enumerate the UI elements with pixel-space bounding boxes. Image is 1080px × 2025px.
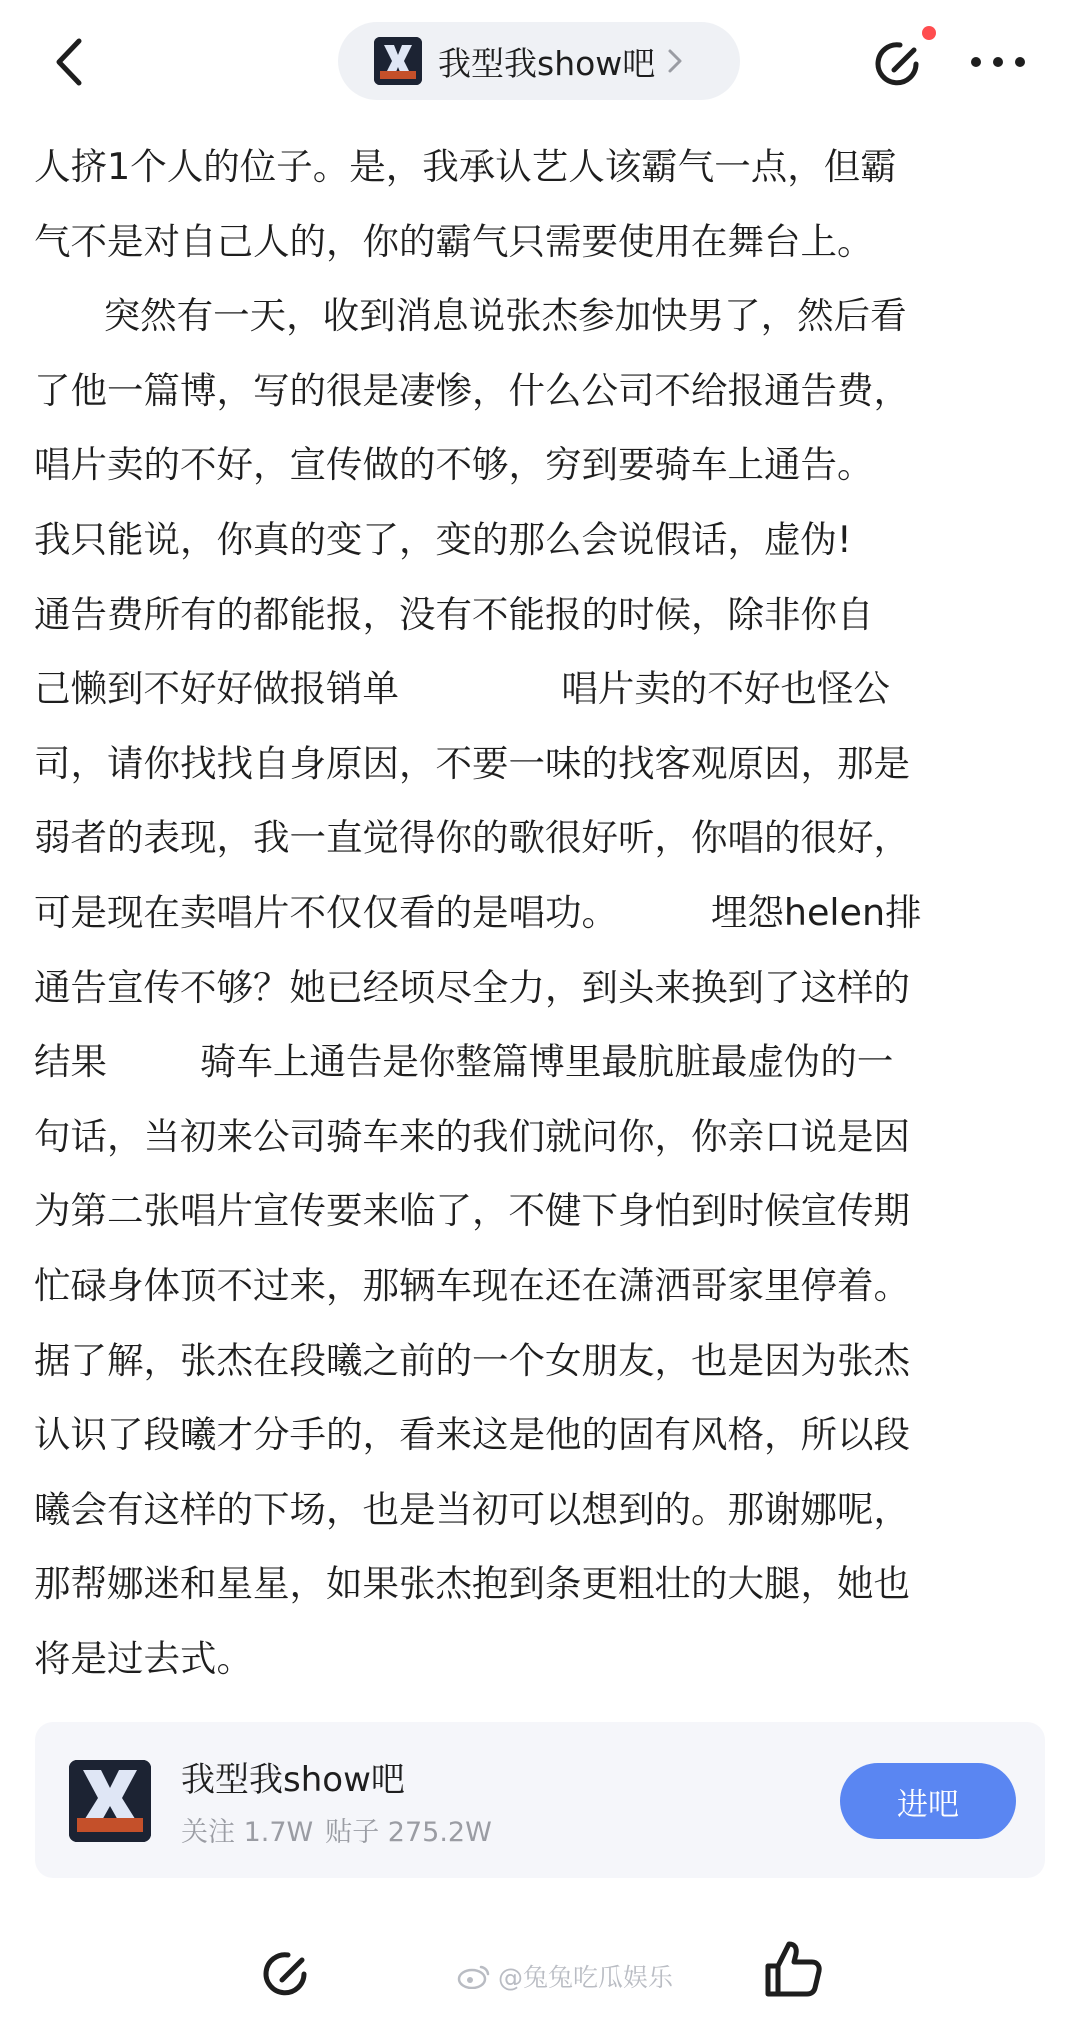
followers-count: 关注 1.7W	[181, 1817, 314, 1848]
watermark-text: @兔兔吃瓜娱乐	[498, 1963, 674, 1992]
edit-icon	[870, 34, 928, 92]
chevron-left-icon	[51, 37, 85, 87]
posts-count: 贴子 275.2W	[325, 1817, 492, 1848]
post-text-line: 了他一篇博，写的很是凄惨，什么公司不给报通告费，	[34, 368, 910, 412]
bottom-bar	[0, 1900, 1080, 2025]
chevron-right-icon	[667, 48, 683, 74]
post-text-line: 为第二张唱片宣传要来临了，不健下身怕到时候宣传期	[34, 1189, 910, 1233]
post-text-line: 认识了段曦才分手的，看来这是他的固有风格，所以段	[34, 1413, 910, 1457]
forum-name: 我型我show吧	[438, 43, 656, 83]
post-text-line: 曦会有这样的下场，也是当初可以想到的。那谢娜呢，	[34, 1487, 910, 1531]
thumbs-up-icon	[762, 1938, 824, 2000]
more-button[interactable]	[958, 42, 1038, 82]
post-text-line: 可是现在卖唱片不仅仅看的是唱功。 埋怨helen排	[34, 890, 922, 934]
post-text-line: 句话，当初来公司骑车来的我们就问你，你亲口说是因	[34, 1114, 910, 1158]
forum-header-link[interactable]	[338, 22, 740, 100]
top-bar	[0, 0, 1080, 125]
post-text-line: 己懒到不好好做报销单 唱片卖的不好也怪公	[34, 667, 890, 711]
share-icon	[258, 1944, 316, 2002]
post-text-line: 唱片卖的不好，宣传做的不够，穷到要骑车上通告。	[34, 443, 874, 487]
post-text-line: 人挤1个人的位子。是，我承认艺人该霸气一点，但霸	[34, 145, 897, 188]
post-text-line: 通告费所有的都能报，没有不能报的时候，除非你自	[34, 592, 874, 636]
post-text-line: 我只能说，你真的变了，变的那么会说假话，虚伪!	[34, 517, 852, 561]
post-text-line: 气不是对自己人的，你的霸气只需要使用在舞台上。	[34, 219, 874, 263]
weibo-icon	[456, 1962, 492, 1990]
back-button[interactable]	[38, 32, 98, 92]
post-text-line: 弱者的表现，我一直觉得你的歌很好听，你唱的很好，	[34, 816, 910, 860]
post-text-line: 忙碌身体顶不过来，那辆车现在还在潇洒哥家里停着。	[34, 1263, 910, 1307]
forum-card-name: 我型我show吧	[181, 1760, 405, 1800]
notification-dot	[922, 26, 936, 40]
post-text-line: 突然有一天，收到消息说张杰参加快男了，然后看	[34, 294, 907, 338]
post-text-line: 那帮娜迷和星星，如果张杰抱到条更粗壮的大腿，她也	[34, 1562, 910, 1606]
watermark	[456, 1958, 673, 1994]
edit-button[interactable]	[866, 30, 932, 96]
post-text-line: 通告宣传不够？她已经顷尽全力，到头来换到了这样的	[34, 965, 910, 1009]
post-text-line: 据了解，张杰在段曦之前的一个女朋友，也是因为张杰	[34, 1338, 910, 1382]
share-button[interactable]	[254, 1940, 320, 2006]
forum-card[interactable]	[35, 1722, 1045, 1878]
enter-forum-button[interactable]: 进吧	[840, 1763, 1016, 1839]
post-text-line: 司，请你找找自身原因，不要一味的找客观原因，那是	[34, 741, 910, 785]
more-icon	[968, 55, 1028, 69]
post-body	[34, 130, 1044, 1696]
like-button[interactable]	[758, 1934, 828, 2004]
forum-card-stats	[181, 1810, 492, 1849]
post-text-line: 将是过去式。	[34, 1636, 253, 1680]
forum-card-logo	[69, 1760, 151, 1842]
post-text-line: 结果 骑车上通告是你整篇博里最肮脏最虚伪的一	[34, 1040, 894, 1084]
forum-logo	[374, 37, 422, 85]
